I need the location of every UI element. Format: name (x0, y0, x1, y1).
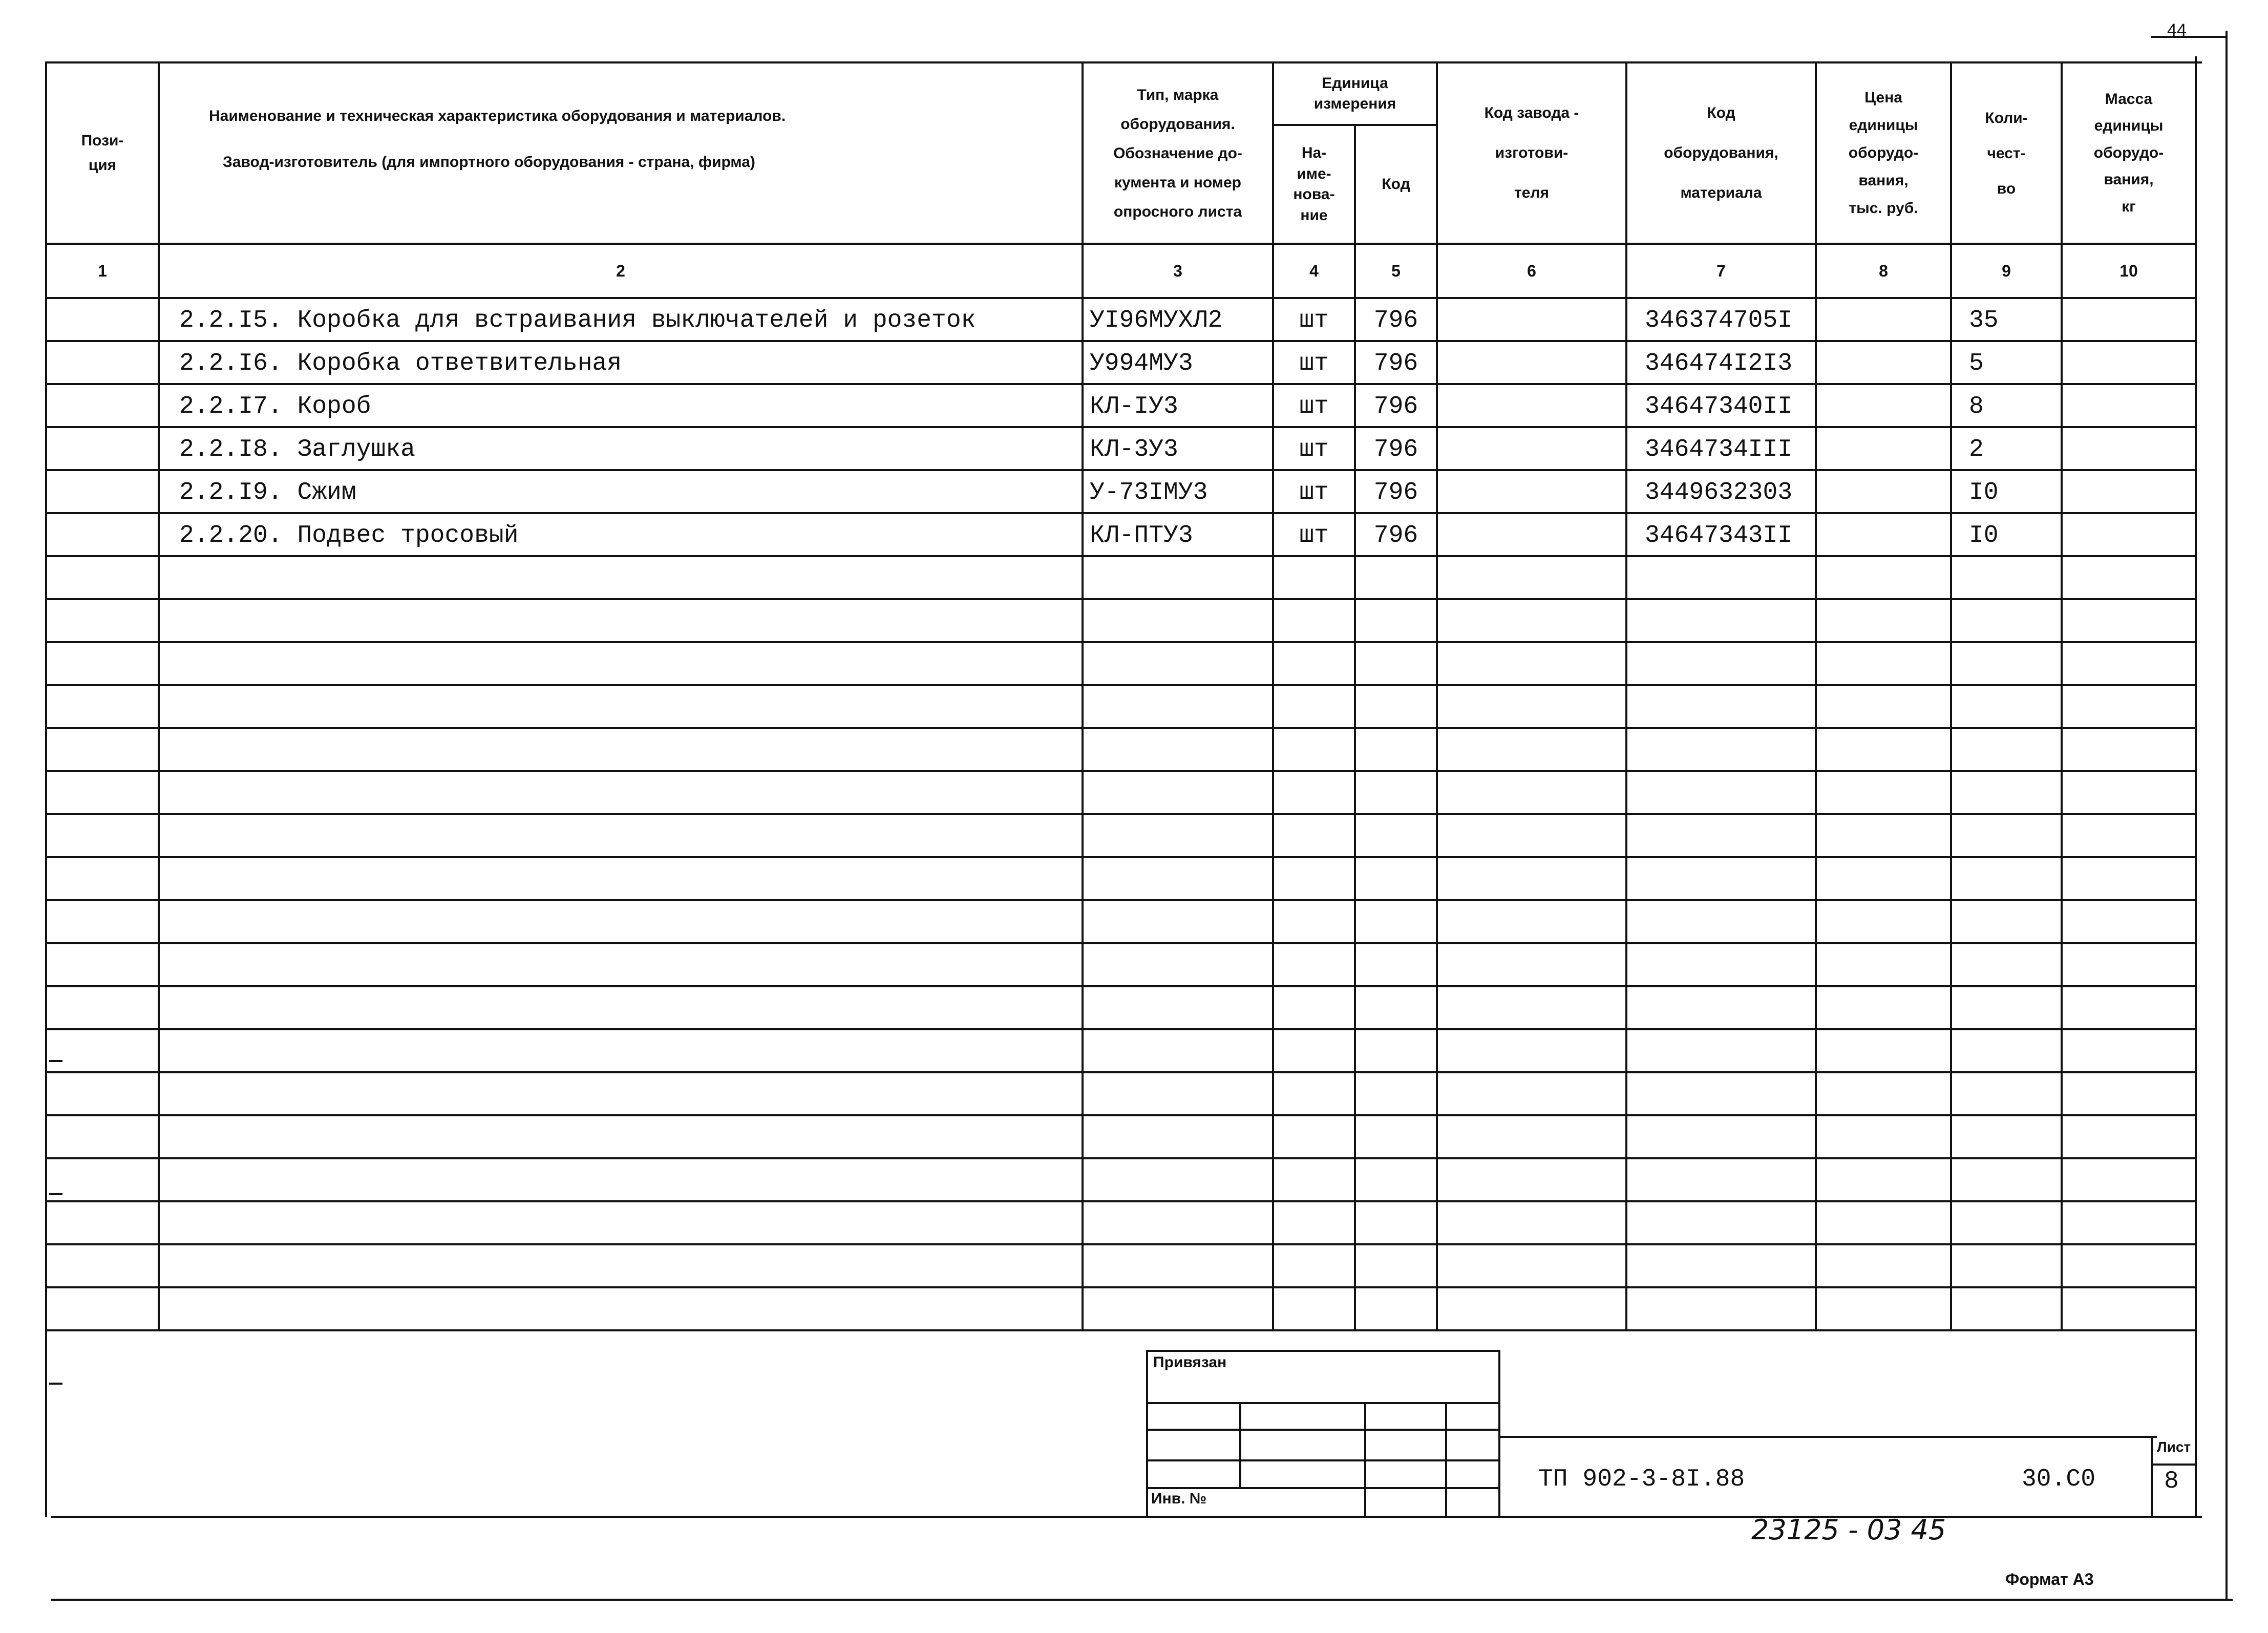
item-unit-code: 796 (1373, 436, 1418, 463)
page-right-line (2225, 31, 2228, 1599)
format-label: Формат А3 (2005, 1570, 2094, 1588)
item-type: У-73IМУ3 (1090, 479, 1208, 506)
header-price: Цена единицы оборудо- вания, тыс. руб. (1848, 89, 1919, 217)
item-name: 2.2.I9. Сжим (179, 479, 356, 506)
row-line (45, 598, 2195, 600)
column-number: 8 (1879, 261, 1888, 280)
item-unit: шт (1299, 522, 1329, 549)
item-unit: шт (1299, 393, 1329, 420)
item-quantity: I0 (1969, 479, 1999, 506)
item-unit-code: 796 (1373, 393, 1418, 420)
header-type: Тип, марка оборудования. Обозначение до- кумента и номер опросного листа (1113, 86, 1242, 220)
header-position: Пози- ция (81, 132, 124, 174)
row-line (45, 985, 2195, 987)
item-name: 2.2.I8. Заглушка (179, 436, 415, 463)
item-unit: шт (1299, 350, 1329, 377)
row-line (45, 1114, 2195, 1116)
item-name: 2.2.I5. Коробка для встраивания выключателей и розеток (179, 307, 976, 334)
column-number: 10 (2119, 261, 2138, 280)
row-line (45, 641, 2195, 643)
column-number: 3 (1173, 261, 1182, 280)
item-equipment-code: 346374705I (1645, 307, 1793, 334)
column-number: 2 (616, 261, 625, 280)
sheet-box-left (2151, 1436, 2153, 1516)
header-factory-code: Код завода - изготови- теля (1484, 104, 1579, 201)
item-type: КЛ-3У3 (1090, 436, 1178, 463)
item-type: У994МУ3 (1090, 350, 1193, 377)
item-name: 2.2.20. Подвес тросовый (179, 522, 519, 549)
stamp-line (1146, 1350, 1500, 1352)
item-unit-code: 796 (1373, 522, 1418, 549)
item-name: 2.2.I7. Короб (179, 393, 371, 420)
item-unit-code: 796 (1373, 350, 1418, 377)
stamp-divider (1364, 1402, 1366, 1516)
header-unit-code: Код (1382, 176, 1410, 193)
item-unit: шт (1299, 307, 1329, 334)
row-line (45, 1286, 2195, 1288)
row-line (45, 813, 2195, 815)
margin-tick (49, 1060, 62, 1062)
margin-tick (49, 1193, 62, 1195)
corner-mark: 44 (2167, 20, 2187, 40)
table-bottom (45, 1329, 2195, 1331)
item-equipment-code: 346474I2I3 (1645, 350, 1793, 377)
row-line (45, 684, 2195, 686)
item-equipment-code: 3449632303 (1645, 479, 1793, 506)
page-bottom-line (51, 1599, 2233, 1601)
stamp-line (1146, 1402, 1500, 1404)
item-quantity: 8 (1969, 393, 1984, 420)
item-unit: шт (1299, 436, 1329, 463)
header-mass: Масса единицы оборудо- вания, кг (2093, 90, 2164, 215)
header-name-line2: Завод-изготовитель (для импортного оборудования - страна, фирма) (223, 154, 755, 171)
stamp-divider (1239, 1402, 1241, 1487)
sheet-number: 8 (2164, 1468, 2179, 1495)
stamp-inventory-number: Инв. № (1151, 1490, 1207, 1507)
item-type: УI96МУХЛ2 (1090, 307, 1223, 334)
item-quantity: 2 (1969, 436, 1984, 463)
column-number: 6 (1527, 261, 1536, 280)
row-line (45, 856, 2195, 858)
stamp-line (1146, 1459, 1500, 1461)
sheet-label: Лист (2157, 1439, 2191, 1455)
row-line (45, 1243, 2195, 1245)
stamp-privyazan: Привязан (1153, 1354, 1227, 1371)
section-code: 30.С0 (2022, 1466, 2096, 1493)
handwritten-archive-number: 23125 - 03 45 (1751, 1514, 1946, 1546)
row-line (45, 1157, 2195, 1159)
title-block-top (1498, 1436, 2157, 1438)
frame-right (2195, 56, 2197, 1517)
column-number: 1 (98, 261, 107, 280)
item-equipment-code: 34647343II (1645, 522, 1793, 549)
header-name-line1: Наименование и техническая характеристика оборудования и материалов. (209, 108, 786, 124)
document-code: ТП 902-3-8I.88 (1538, 1466, 1745, 1493)
stamp-divider (1445, 1402, 1447, 1516)
row-line (45, 1071, 2195, 1073)
header-quantity: Коли- чест- во (1985, 109, 2028, 197)
stamp-divider (1146, 1350, 1148, 1516)
item-quantity: 35 (1969, 307, 1999, 334)
row-line (45, 727, 2195, 729)
header-unit: На- име- нова- ние (1293, 144, 1335, 224)
sheet-box-divider (2151, 1464, 2195, 1466)
item-name: 2.2.I6. Коробка ответвительная (179, 350, 622, 377)
row-line (45, 770, 2195, 772)
corner-tick (2151, 36, 2228, 38)
stamp-line (1146, 1429, 1500, 1431)
row-line (45, 1028, 2195, 1030)
item-quantity: I0 (1969, 522, 1999, 549)
item-unit-code: 796 (1373, 479, 1418, 506)
row-line (45, 899, 2195, 901)
row-line (45, 942, 2195, 944)
item-equipment-code: 3464734III (1645, 436, 1793, 463)
column-number: 7 (1716, 261, 1726, 280)
column-number: 5 (1391, 261, 1401, 280)
row-line (45, 1200, 2195, 1202)
item-unit: шт (1299, 479, 1329, 506)
item-unit-code: 796 (1373, 307, 1418, 334)
column-number: 4 (1309, 261, 1319, 280)
column-number: 9 (2002, 261, 2011, 280)
header-equipment-code: Код оборудования, материала (1664, 104, 1778, 201)
header-unit-group: Единица измерения (1313, 74, 1396, 112)
item-quantity: 5 (1969, 350, 1984, 377)
item-type: КЛ-IУ3 (1090, 393, 1178, 420)
stamp-line (1146, 1487, 1500, 1489)
item-type: КЛ-ПТУ3 (1090, 522, 1193, 549)
item-equipment-code: 34647340II (1645, 393, 1793, 420)
margin-tick (49, 1383, 62, 1385)
stamp-divider (1498, 1350, 1500, 1516)
